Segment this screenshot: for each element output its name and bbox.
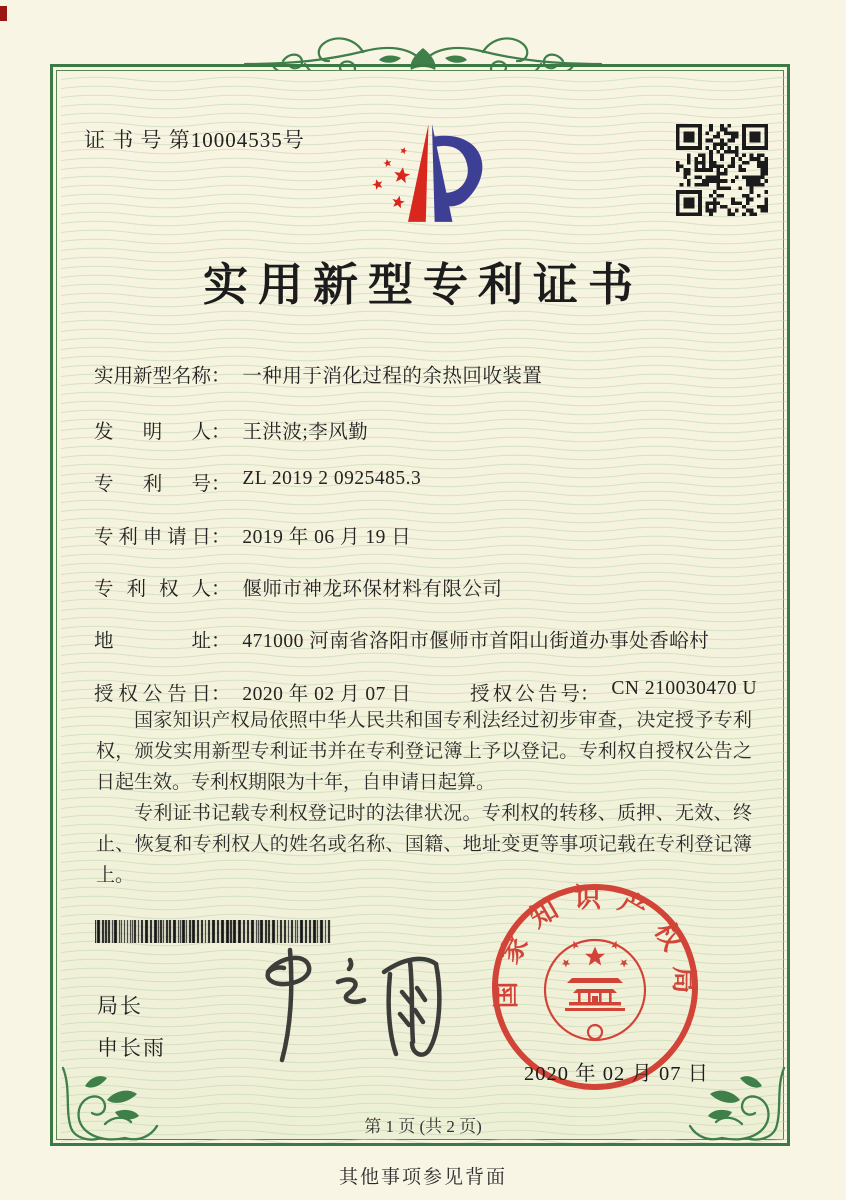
certificate-number: 证 书 号 第10004535号	[84, 128, 305, 152]
seal-date: 2020 年 02 月 07 日	[524, 1063, 710, 1085]
field-address: 地址： 471000 河南省洛阳市偃师市首阳山街道办事处香峪村	[94, 631, 710, 652]
barcode	[95, 920, 332, 943]
seal-text: 国家知识产权局	[490, 882, 700, 1009]
field-grant-number: 授权公告号： CN 210030470 U	[470, 678, 758, 705]
certificate-title: 实用新型专利证书	[202, 260, 643, 310]
legal-paragraph-1: 国家知识产权局依照中华人民共和国专利法经过初步审查，决定授予专利权，颁发实用新型专利证书并在专利登记簿上予以登记。专利权自授权公告之日起生效。专利权期限为十年，自申请日起算。	[96, 710, 752, 793]
signer-title: 局长	[97, 994, 143, 1018]
handwritten-signature-icon	[212, 942, 462, 1072]
field-utility-model-name: 实用新型名称： 一种用于消化过程的余热回收装置	[94, 366, 543, 387]
legal-text-block	[96, 706, 752, 892]
field-patent-number: 专利号： ZL 2019 2 0925485.3	[94, 468, 422, 495]
legal-paragraph-2: 专利证书记载专利权登记时的法律状况。专利权的转移、质押、无效、终止、恢复和专利权人的姓名或名称、国籍、地址变更等事项记载在专利登记簿上。	[96, 802, 752, 886]
scan-edge-mark	[0, 6, 7, 21]
back-side-note: 其他事项参见背面	[338, 1167, 507, 1188]
page-indicator: 第 1 页 (共 2 页)	[364, 1117, 482, 1136]
field-patentee: 专利权人： 偃师市神龙环保材料有限公司	[94, 579, 503, 600]
field-filing-date: 专利申请日： 2019 年 06 月 19 日	[94, 527, 412, 548]
signer-name: 申长雨	[97, 1036, 166, 1060]
qr-code	[676, 124, 768, 216]
field-inventors: 发明人： 王洪波;李风勤	[94, 422, 369, 443]
field-grant-date-and-number: 授权公告日： 2020 年 02 月 07 日 授权公告号： CN 210030470 U	[94, 678, 758, 705]
cnipa-patent-logo-icon	[352, 114, 512, 232]
